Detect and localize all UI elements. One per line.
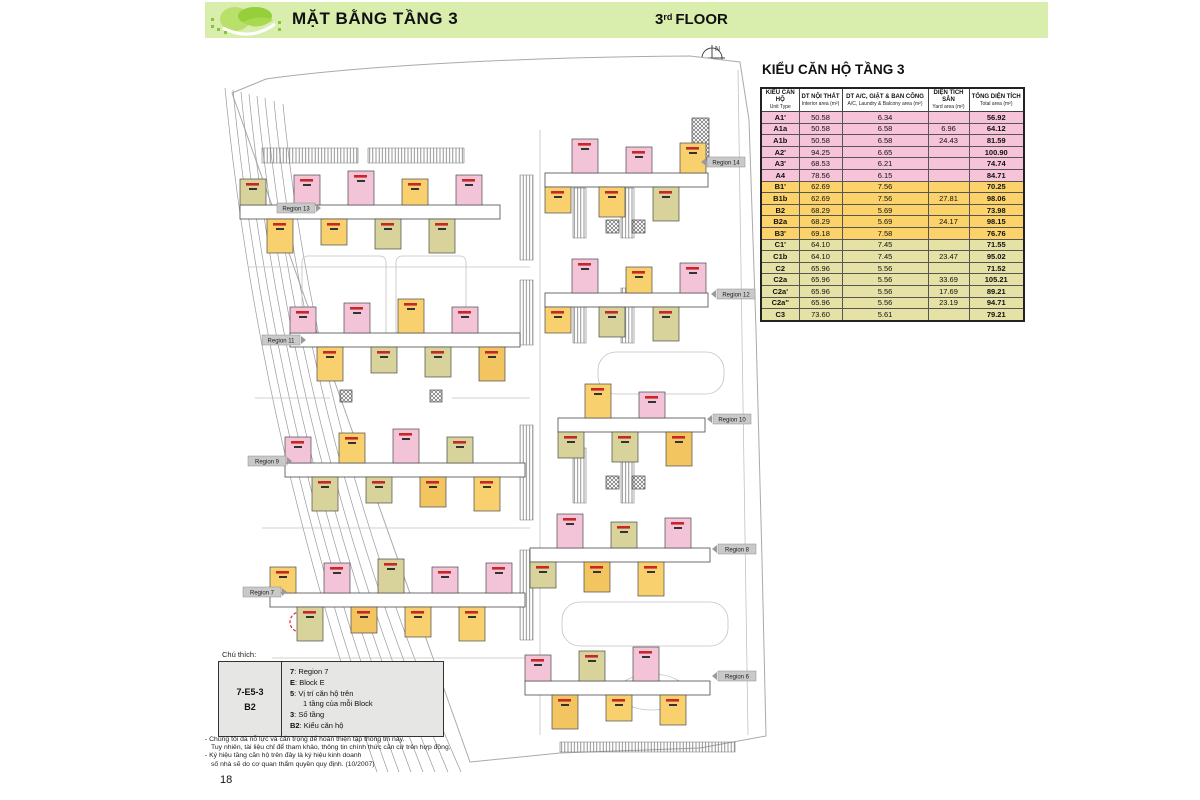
cell-balcony: 7.45 [842,239,928,251]
cell-yard: 33.69 [928,274,969,286]
cell-yard: 23.19 [928,297,969,309]
svg-text:Region 7: Region 7 [249,590,275,597]
cell-yard [928,204,969,216]
cell-total: 56.92 [969,112,1024,124]
svg-text:Region 8: Region 8 [724,547,750,554]
cell-yard [928,227,969,239]
cell-yard [928,239,969,251]
footer-notes [205,736,451,769]
cell-balcony: 7.58 [842,227,928,239]
cell-type: A3' [761,158,799,170]
cell-interior: 65.96 [799,285,842,297]
table-row [761,309,1024,321]
unit-type-table [760,87,1025,322]
cell-balcony: 5.61 [842,309,928,321]
cell-total: 73.98 [969,204,1024,216]
cell-interior: 64.10 [799,239,842,251]
column-header: DT NỘI THẤT Interior area (m²) [799,88,842,112]
table-row [761,274,1024,286]
legend-box [218,661,444,737]
cell-total: 71.52 [969,262,1024,274]
cell-balcony: 5.56 [842,297,928,309]
cell-yard [928,181,969,193]
cell-balcony: 5.56 [842,262,928,274]
floor-ordinal-suffix: rd [663,12,673,22]
region-label [248,456,292,466]
cell-type: C2a'' [761,297,799,309]
table-row [761,169,1024,181]
cell-interior: 50.58 [799,112,842,124]
legend-item: 5: Vị trí căn hộ trên [290,688,354,698]
cell-balcony: 5.56 [842,285,928,297]
cell-balcony: 5.69 [842,204,928,216]
region-label [243,587,287,597]
cell-type: C1' [761,239,799,251]
table-row [761,251,1024,263]
cell-interior: 50.58 [799,135,842,147]
legend-items [282,662,443,736]
legend-item: 3: Số tầng [290,710,325,720]
column-header: KIỂU CĂN HỘ Unit Type [761,88,799,112]
unit-type-table-panel [760,62,1028,322]
cell-balcony: 5.69 [842,216,928,228]
cell-interior: 65.96 [799,274,842,286]
cell-interior: 62.69 [799,193,842,205]
region-label [277,203,321,213]
cell-type: C1b [761,251,799,263]
cell-balcony: 6.34 [842,112,928,124]
page-number: 18 [220,774,233,786]
cell-yard [928,309,969,321]
cell-interior: 64.10 [799,251,842,263]
cell-type: B3' [761,227,799,239]
legend-code [219,662,282,736]
table-row [761,181,1024,193]
page-title-english [655,11,728,29]
cell-interior: 65.96 [799,262,842,274]
cell-balcony: 6.65 [842,146,928,158]
cell-total: 94.71 [969,297,1024,309]
cell-interior: 68.29 [799,216,842,228]
table-row [761,112,1024,124]
cell-interior: 65.96 [799,297,842,309]
floor-word: FLOOR [675,11,728,28]
cell-yard [928,158,969,170]
column-header: TỔNG DIỆN TÍCH Total area (m²) [969,88,1024,112]
cell-type: C2 [761,262,799,274]
region-label [262,335,306,345]
table-header-row [761,88,1024,112]
cell-type: C2a [761,274,799,286]
cell-total: 89.21 [969,285,1024,297]
region-label [701,157,745,167]
table-row [761,204,1024,216]
region-label [707,414,751,424]
cell-interior: 68.29 [799,204,842,216]
svg-text:Region 12: Region 12 [722,292,750,299]
legend-item: E: Block E [290,677,325,687]
note-line: - Ký hiệu tầng căn hộ trên đây là ký hiệu kinh doanh [205,752,362,760]
table-row [761,297,1024,309]
cell-interior: 69.18 [799,227,842,239]
note-line: số nhà sẽ do cơ quan thẩm quyền quy định. (10/2007) [211,760,375,768]
svg-text:Region 13: Region 13 [282,206,310,213]
table-title: KIỂU CĂN HỘ TẦNG 3 [762,62,905,77]
cell-yard [928,112,969,124]
cell-type: A1' [761,112,799,124]
cell-total: 98.06 [969,193,1024,205]
cell-balcony: 6.15 [842,169,928,181]
cell-type: A4 [761,169,799,181]
table-row [761,123,1024,135]
table-row [761,158,1024,170]
svg-text:Region 10: Region 10 [718,417,746,424]
cell-yard: 27.81 [928,193,969,205]
cell-balcony: 6.21 [842,158,928,170]
cell-yard [928,169,969,181]
cell-interior: 68.53 [799,158,842,170]
table-row [761,216,1024,228]
cell-type: B1' [761,181,799,193]
cell-type: B2a [761,216,799,228]
table-row [761,227,1024,239]
cell-total: 105.21 [969,274,1024,286]
cell-interior: 94.25 [799,146,842,158]
floor-number: 3 [655,11,664,28]
cell-yard: 17.69 [928,285,969,297]
column-header: DIỆN TÍCH SÂN Yard area (m²) [928,88,969,112]
table-row [761,239,1024,251]
cell-type: A2' [761,146,799,158]
cell-total: 79.21 [969,309,1024,321]
column-header: DT A/C, GIẶT & BAN CÔNG A/C, Laundry & Balcony area (m²) [842,88,928,112]
svg-text:Region 14: Region 14 [712,160,740,167]
note-line: Tuy nhiên, tài liệu chỉ để tham khảo, thông tin chính thức căn cứ trên hợp đồng. [211,744,451,752]
cell-total: 71.55 [969,239,1024,251]
cell-yard: 6.96 [928,123,969,135]
table-row [761,146,1024,158]
cell-type: A1b [761,135,799,147]
table-row [761,135,1024,147]
cell-balcony: 7.45 [842,251,928,263]
cell-type: C3 [761,309,799,321]
cell-yard: 24.43 [928,135,969,147]
svg-text:Region 6: Region 6 [724,674,750,681]
cell-type: B2 [761,204,799,216]
cell-interior: 50.58 [799,123,842,135]
table-row [761,193,1024,205]
legend-item: B2: Kiểu căn hộ [290,720,344,730]
cell-yard [928,262,969,274]
cell-total: 100.90 [969,146,1024,158]
region-label [711,289,755,299]
page-title: MẶT BẰNG TẦNG 3 [292,9,459,28]
cell-total: 98.15 [969,216,1024,228]
cell-total: 76.76 [969,227,1024,239]
cell-type: C2a' [761,285,799,297]
cell-balcony: 6.58 [842,135,928,147]
cell-yard [928,146,969,158]
svg-text:Region 11: Region 11 [267,338,295,345]
cell-interior: 73.60 [799,309,842,321]
svg-text:N: N [715,46,721,53]
table-row [761,285,1024,297]
cell-balcony: 5.56 [842,274,928,286]
cell-total: 74.74 [969,158,1024,170]
cell-type: A1a [761,123,799,135]
cell-total: 84.71 [969,169,1024,181]
legend-code-bottom: B2 [244,701,256,712]
cell-total: 64.12 [969,123,1024,135]
table-row [761,262,1024,274]
cell-type: B1b [761,193,799,205]
cell-total: 81.59 [969,135,1024,147]
svg-text:Region 9: Region 9 [254,459,280,466]
cell-total: 95.02 [969,251,1024,263]
region-label [712,671,756,681]
legend-code-top: 7-E5-3 [236,686,264,697]
legend-item: 7: Region 7 [290,667,329,676]
cell-interior: 78.56 [799,169,842,181]
cell-interior: 62.69 [799,181,842,193]
region-label [712,544,756,554]
legend-item: 1 tầng của mỗi Block [303,699,373,709]
brand-logo-icon [205,2,285,38]
cell-yard: 24.17 [928,216,969,228]
note-line: - Chúng tôi đã nỗ lực và cẩn trọng để hoàn thiện tập thông tin này. [205,736,405,743]
cell-balcony: 7.56 [842,193,928,205]
cell-balcony: 7.56 [842,181,928,193]
cell-yard: 23.47 [928,251,969,263]
cell-balcony: 6.58 [842,123,928,135]
cell-total: 70.25 [969,181,1024,193]
legend-caption: Chú thích: [222,650,257,659]
